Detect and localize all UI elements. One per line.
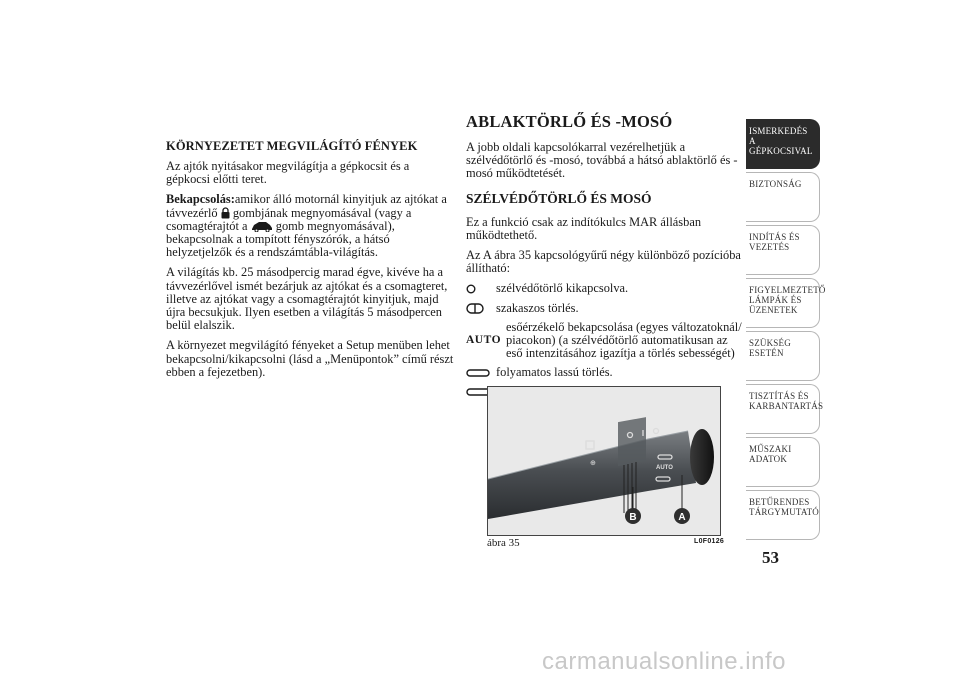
list-item-text: szélvédőtörlő kikapcsolva. [496, 281, 629, 296]
watermark: carmanualsonline.info [542, 648, 786, 675]
left-column [166, 139, 454, 386]
list-item-text: szakaszos törlés. [496, 300, 579, 315]
activation-text-b: gombjának megnyomásával (vagy a csomagtérajtót a [166, 205, 412, 233]
list-item-text: folyamatos lassú törlés. [496, 365, 613, 380]
section-heading-wipers: ABLAKTÖRLŐ ÉS -MOSÓ [466, 112, 673, 131]
chapter-tabs [746, 119, 826, 543]
activation-text-a: amikor álló motornál kinyitjuk az ajtókat a távvezérlő [166, 192, 447, 220]
page-number: 53 [762, 548, 779, 567]
paragraph: Az A ábra 35 kapcsológyűrű négy különböző pozícióba állítható: [466, 248, 741, 276]
padlock-icon [221, 207, 230, 219]
off-icon [466, 282, 496, 295]
paragraph-activation [166, 193, 454, 259]
slow-wipe-icon [466, 366, 496, 379]
list-item [466, 302, 742, 315]
auto-symbol: AUTO [466, 334, 502, 347]
tab-index[interactable]: BETŰRENDES TÁRGYMUTATÓ [746, 490, 820, 540]
tab-warning-lights[interactable]: FIGYELMEZTETŐ LÁMPÁK ÉS ÜZENETEK [746, 278, 820, 328]
tab-maintenance[interactable]: TISZTÍTÁS ÉS KARBANTARTÁS [746, 384, 820, 434]
section-heading-ambient-lights: KÖRNYEZETET MEGVILÁGÍTÓ FÉNYEK [166, 139, 418, 153]
intermittent-icon [466, 302, 496, 315]
svg-text:⊕: ⊕ [590, 460, 596, 467]
subheading-windscreen-wiper: SZÉLVÉDŐTÖRLŐ ÉS MOSÓ [466, 190, 652, 206]
tab-emergency[interactable]: SZÜKSÉG ESETÉN [746, 331, 820, 381]
figure-caption: ábra 35 [487, 537, 520, 549]
tab-technical-data[interactable]: MŰSZAKI ADATOK [746, 437, 820, 487]
list-item [466, 282, 742, 295]
activation-label: Bekapcsolás: [166, 192, 235, 207]
figure-code: L0F0126 [694, 538, 725, 545]
tab-starting-driving[interactable]: INDÍTÁS ÉS VEZETÉS [746, 225, 820, 275]
tab-safety[interactable]: BIZTONSÁG [746, 172, 820, 222]
paragraph: Ez a funkció csak az indítókulcs MAR állásban működtethető. [466, 214, 702, 242]
paragraph-intro: A jobb oldali kapcsolókarral vezérelhetjük a szélvédőtörlő és -mosó, továbbá a hátsó ablaktörlő és -mosó működtetését. [466, 140, 738, 181]
tab-getting-to-know[interactable]: ISMERKEDÉS A GÉPKOCSIVAL [746, 119, 820, 169]
wiper-stalk-illustration [488, 387, 720, 535]
list-item [466, 321, 742, 361]
paragraph: Az ajtók nyitásakor megvilágítja a gépkocsit és a gépkocsi előtti teret. [166, 159, 410, 187]
right-column [466, 112, 742, 405]
figure-wiper-stalk [487, 386, 721, 536]
stalk-auto-text: AUTO [656, 465, 673, 471]
paragraph: A világítás kb. 25 másodpercig marad égve, kivéve ha a távvezérlővel ismét bezárjuk az ajtókat és a csomagteret, illetve az ajtókat vagy a csomagtérajtót kinyitjuk, majd újra becsukjuk. Ilyen esetben a világítás 5 másodpercen belül elalszik. [166, 265, 448, 333]
paragraph: A környezet megvilágító fényeket a Setup menüben lehet bekapcsolni/kikapcsolni (lásd a „Menüpontok” című részt ebben a fejezetben). [166, 338, 454, 379]
activation-text-c: gomb megnyomásával), bekapcsolnak a tompított fényszórók, a hátsó helyzetjelzők és a rendszámtábla-világítás. [166, 218, 395, 260]
list-item-text: esőérzékelő bekapcsolása (egyes változatoknál/ piacokon) (a szélvédőtörlő automatikusan az eső intenzitásához igazítja a törlés sebességét) [506, 319, 742, 361]
car-trunk-icon [251, 220, 273, 232]
label-b: B [629, 512, 637, 523]
list-item [466, 366, 742, 379]
label-a: A [678, 512, 686, 523]
